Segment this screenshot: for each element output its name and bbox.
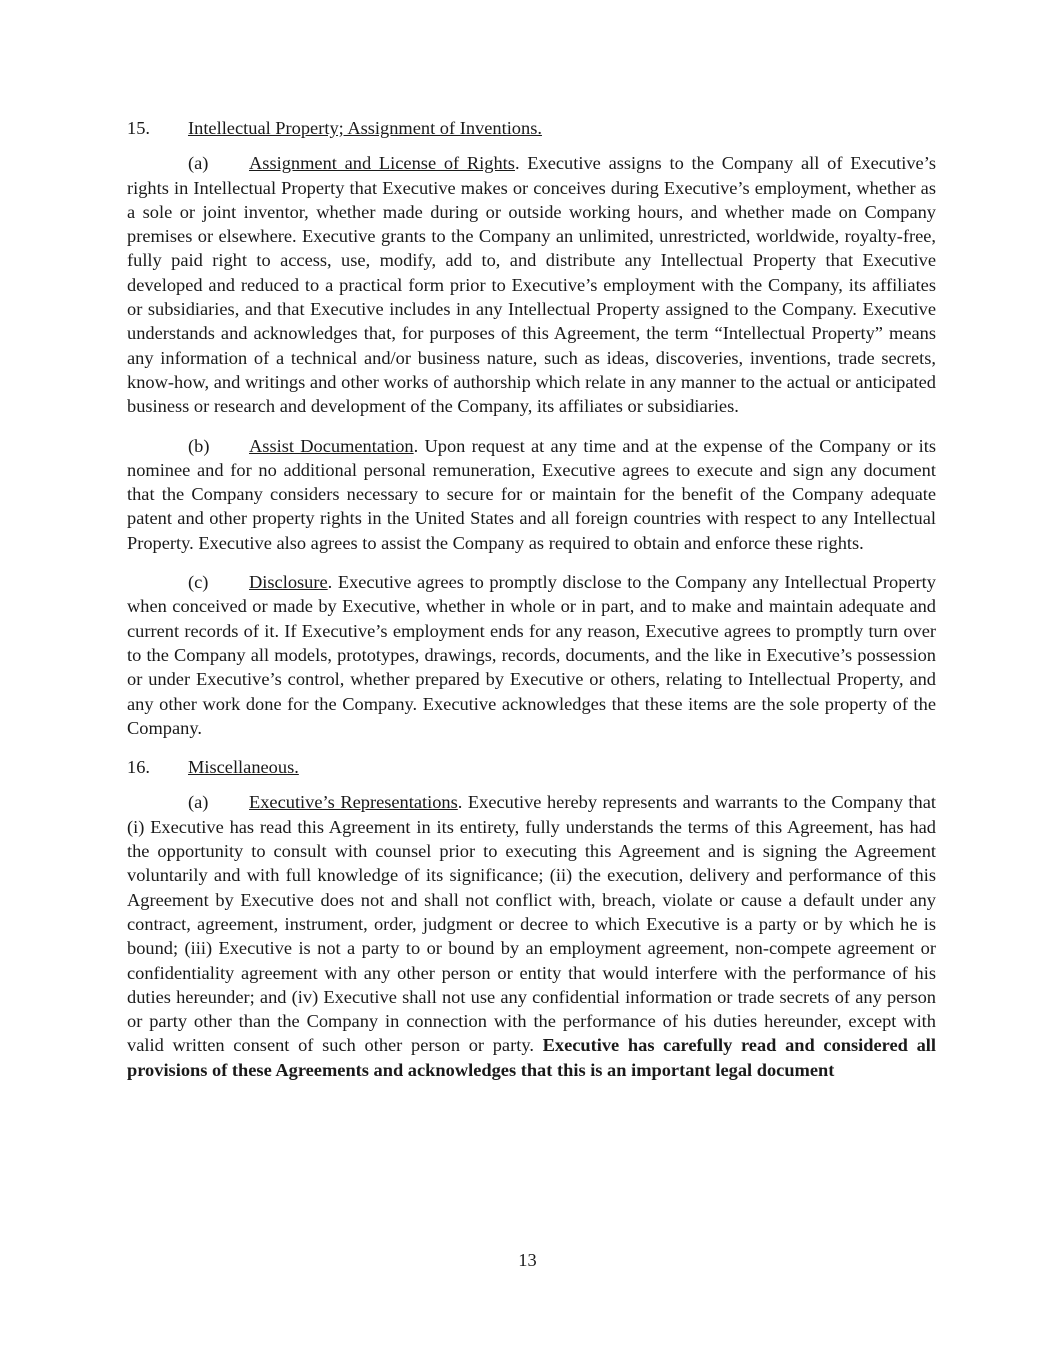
section-15-title: Intellectual Property; Assignment of Inventions. bbox=[188, 118, 542, 138]
paragraph-label: (c) bbox=[188, 572, 209, 593]
page-number: 13 bbox=[518, 1250, 537, 1270]
document-page bbox=[127, 116, 936, 1097]
section-15-heading bbox=[127, 116, 936, 140]
paragraph-text: . Executive hereby represents and warrants to the Company that (i) Executive has read this Agreement in its entirety, fully understands the terms of this Agreement, has had the opportunity to consult with counsel prior to executing this Agreement and is signing the Agreement voluntarily and with full knowledge of its significance; (ii) the execution, delivery and performance of this Agreement by Executive does not and shall not conflict with, breach, violate or cause a default under any contract, agreement, instrument, order, judgment or decree to which Executive is a party or by which he is bound; (iii) Executive is not a party to or bound by an employment agreement, non-compete agreement or confidentiality agreement with any other person or entity that would interfere with the performance of his duties hereunder; and (iv) Executive shall not use any confidential information or trade secrets of any person or party other than the Company in connection with the performance of his duties hereunder, except with valid written consent of such other person or party. bbox=[127, 792, 937, 1056]
paragraph-label: (a) bbox=[188, 792, 209, 813]
paragraph-caption: Assist Documentation bbox=[249, 435, 414, 456]
section-16-title: Miscellaneous. bbox=[188, 757, 299, 778]
section-15-paragraph-c bbox=[127, 570, 936, 740]
section-16-number: 16. bbox=[127, 757, 150, 778]
section-15-paragraph-a bbox=[127, 151, 936, 418]
paragraph-caption: Disclosure bbox=[249, 572, 328, 593]
paragraph-caption: Executive’s Representations bbox=[249, 792, 458, 813]
section-16-heading bbox=[127, 755, 936, 779]
paragraph-bold-text: Executive has carefully read and considered all provisions of these Agreements and acknowledges that this is an important legal document bbox=[127, 1035, 936, 1080]
section-15-paragraph-b bbox=[127, 434, 936, 555]
section-16-paragraph-a bbox=[127, 790, 936, 1082]
paragraph-label: (b) bbox=[188, 435, 210, 456]
paragraph-caption: Assignment and License of Rights bbox=[249, 153, 515, 174]
paragraph-text: . Upon request at any time and at the expense of the Company or its nominee and for no additional personal remuneration, Executive agrees to execute and sign any document that the Company considers necessary to secure for or maintain for the benefit of the Company adequate patent and other property rights in the United States and all foreign countries with respect to any Intellectual Property. Executive also agrees to assist the Company as required to obtain and enforce these rights. bbox=[127, 435, 936, 553]
paragraph-text: . Executive agrees to promptly disclose to the Company any Intellectual Property when conceived or made by Executive, whether in whole or in part, and to make and maintain adequate and current records of it. If Executive’s employment ends for any reason, Executive agrees to promptly turn over to the Company all models, prototypes, drawings, records, documents, and the like in Executive’s possession or under Executive’s control, whether prepared by Executive or others, relating to Intellectual Property, and any other work done for the Company. Executive acknowledges that these items are the sole property of the Company. bbox=[127, 572, 936, 738]
paragraph-label: (a) bbox=[188, 153, 209, 174]
section-15-number: 15. bbox=[127, 118, 150, 138]
paragraph-text: . Executive assigns to the Company all of Executive’s rights in Intellectual Property that Executive makes or conceives during Executive’s employment, whether as a sole or joint inventor, whether made during or outside working hours, and whether made on Company premises or elsewhere. Executive grants to the Company an unlimited, unrestricted, worldwide, royalty-free, fully paid right to access, use, modify, add to, and distribute any Intellectual Property that Executive developed and reduced to a practical form prior to Executive’s employment with the Company, its affiliates or subsidiaries, and that Executive includes in any Intellectual Property assigned to the Company. Executive understands and acknowledges that, for purposes of this Agreement, the term “Intellectual Property” means any information of a technical and/or business nature, such as ideas, discoveries, inventions, trade secrets, know-how, and writings and other works of authorship which relate in any manner to the actual or anticipated business or research and development of the Company, its affiliates or subsidiaries. bbox=[127, 153, 936, 417]
